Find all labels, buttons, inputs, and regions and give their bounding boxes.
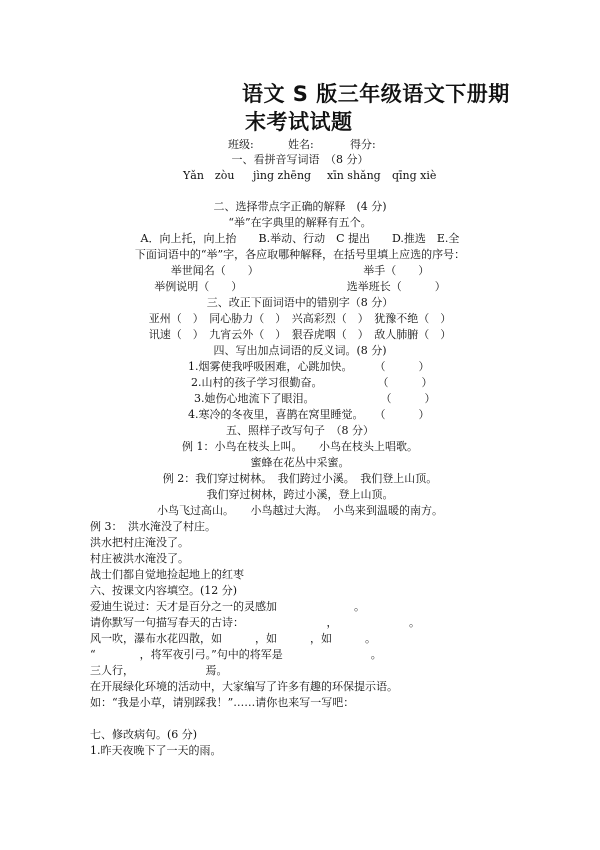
example-2-line-1: 例 2：我们穿过树林。 我们跨过小溪。 我们登上山顶。 xyxy=(162,472,438,485)
section-2-row-1: 举世闻名（ ） 举手（ ） xyxy=(170,264,430,277)
class-label: 班级: xyxy=(228,138,254,151)
example-3-line-1: 例 3： 洪水淹没了村庄。 xyxy=(90,520,216,533)
section-2-intro: “举”在字典里的解释有五个。 xyxy=(228,216,372,229)
section-6-line-5: 三人行， 焉。 xyxy=(90,664,228,677)
example-3-line-4: 战士们都自觉地捡起地上的红枣 xyxy=(90,568,244,581)
pinyin-4: qīng xiè xyxy=(392,169,437,182)
section-2-heading: 二、选择带点字正确的解释 (4 分) xyxy=(213,200,387,213)
section-4-heading: 四、写出加点词语的反义词。(8 分) xyxy=(213,344,387,357)
pinyin-3: xīn shǎng xyxy=(327,169,381,182)
section-4-item-1: 1.烟雾使我呼吸困难，心跳加快。 （ ） xyxy=(188,360,430,373)
title-line-2: 末考试试题 xyxy=(245,110,353,134)
section-5-heading: 五、照样子改写句子 （8 分） xyxy=(226,424,374,437)
score-label: 得分: xyxy=(350,138,376,151)
section-6-line-3: 风一吹，瀑布水花四散，如 ，如 ，如 。 xyxy=(90,632,376,645)
section-3-row-2: 讯速（ ） 九宵云外（ ） 狠吞虎咽（ ） 敌人肺腑（ ） xyxy=(148,328,452,341)
section-2-instruction: 下面词语中的“举”字，各应取哪种解释，在括号里填上应选的序号： xyxy=(134,248,466,261)
example-3-line-3: 村庄被洪水淹没了。 xyxy=(90,552,189,565)
section-1-heading: 一、看拼音写词语 （8 分） xyxy=(231,153,369,166)
section-3-heading: 三、改正下面词语中的错别字（8 分） xyxy=(206,296,394,309)
pinyin-1: Yǎn zòu xyxy=(183,169,235,182)
section-6-line-6: 在开展绿化环境的活动中，大家编写了许多有趣的环保提示语。 xyxy=(90,680,398,693)
section-4-item-3: 3.她伤心地流下了眼泪。 （ ） xyxy=(194,392,436,405)
section-4-item-4: 4.寒冷的冬夜里，喜鹊在窝里睡觉。 （ ） xyxy=(188,408,430,421)
section-2-row-2: 举例说明（ ） 选举班长（ ） xyxy=(154,280,446,293)
section-6-line-7: 如：“我是小草，请别踩我！”……请你也来写一写吧： xyxy=(90,696,355,709)
section-6-heading: 六、按课文内容填空。(12 分) xyxy=(90,584,238,597)
section-6-line-1: 爱迪生说过：天才是百分之一的灵感加 。 xyxy=(90,600,365,613)
section-7-item-1: 1.昨天夜晚下了一天的雨。 xyxy=(90,744,222,757)
section-7-heading: 七、修改病句。(6 分) xyxy=(90,728,198,741)
section-3-row-1: 亚州（ ） 同心胁力（ ） 兴高彩烈（ ） 犹豫不绝（ ） xyxy=(148,312,452,325)
title-line-1: 语文 S 版三年级语文下册期 xyxy=(242,82,510,106)
example-1-line-1: 例 1：小鸟在枝头上叫。 小鸟在枝头上唱歌。 xyxy=(182,440,418,453)
name-label: 姓名: xyxy=(288,138,314,151)
example-3-line-2: 洪水把村庄淹没了。 xyxy=(90,536,189,549)
example-1-line-2: 蜜蜂在花丛中采蜜。 xyxy=(250,456,350,469)
pinyin-2: jìng zhēng xyxy=(253,169,312,182)
example-2-line-2: 我们穿过树林，跨过小溪，登上山顶。 xyxy=(206,488,394,501)
section-2-options: A．向上托，向上抬 B.举动、行动 C 提出 D.推选 E.全 xyxy=(140,232,460,245)
section-4-item-2: 2.山村的孩子学习很勤奋。 （ ） xyxy=(191,376,433,389)
example-2-line-3: 小鸟飞过高山。 小鸟越过大海。 小鸟来到温暖的南方。 xyxy=(157,504,443,517)
section-6-line-2: 请你默写一句描写春天的古诗： ， 。 xyxy=(90,616,420,629)
section-6-line-4: “ ，将军夜引弓。”句中的将军是 。 xyxy=(90,648,382,661)
